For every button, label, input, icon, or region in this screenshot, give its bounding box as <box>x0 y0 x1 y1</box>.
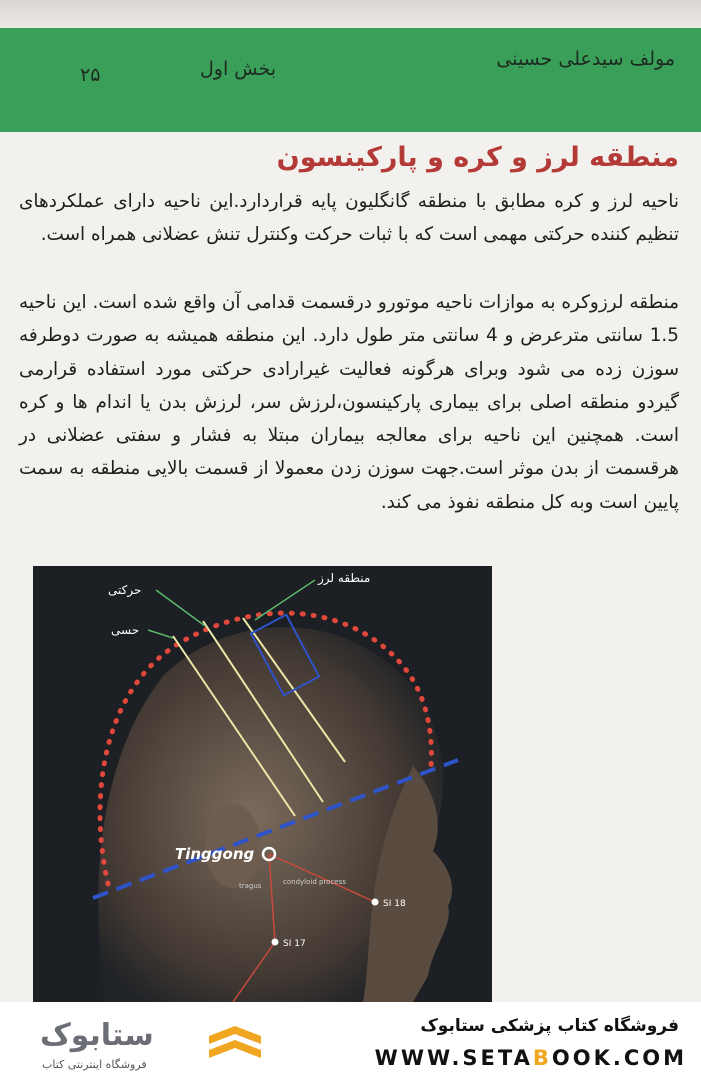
section-label: بخش اول <box>200 58 277 80</box>
label-si18: SI 18 <box>383 899 406 909</box>
label-condyloid: condyloid process <box>283 878 346 886</box>
page-top-edge <box>0 0 701 28</box>
leader-sensory <box>148 630 173 638</box>
url-suffix: OOK.COM <box>551 1046 687 1070</box>
label-sensory: حسی <box>111 623 140 637</box>
figure-svg <box>33 566 492 1002</box>
page-number: ۲۵ <box>80 64 101 86</box>
label-tinggong: Tinggong <box>175 845 255 863</box>
url-prefix: WWW.SETA <box>374 1046 533 1070</box>
url-highlight: B <box>532 1046 552 1070</box>
si18-point <box>372 899 379 906</box>
header-band <box>0 28 701 132</box>
setabook-logo: ستابوک <box>40 1018 154 1053</box>
author-label: مولف سیدعلی حسینی <box>496 48 675 70</box>
label-tragus: tragus <box>239 882 262 890</box>
paragraph-1: ناحیه لرز و کره مطابق با منطقه گانگلیون پایه قراردارد.این ناحیه دارای عملکردهای تنظیم کننده حرکتی مهمی است که با ثبات حرکت وکنترل تنش عضلانی همراه است. <box>19 191 679 246</box>
store-name: فروشگاه کتاب پزشکی ستابوک <box>420 1016 679 1036</box>
leader-motor <box>156 590 205 626</box>
section-title: منطقه لرز و کره و پارکینسون <box>276 142 679 173</box>
logo-subtitle: فروشگاه اینترنتی کتاب <box>42 1058 147 1071</box>
label-si17: SI 17 <box>283 939 306 949</box>
label-tremor: منطقه لرز <box>318 571 371 585</box>
label-motor: حرکتی <box>108 583 142 597</box>
setabook-logo-icon <box>205 1022 265 1066</box>
leader-tremor <box>255 580 315 620</box>
head-acupuncture-figure <box>33 566 492 1002</box>
paragraph-2: منطقه لرزوکره به موازات ناحیه موتورو درقسمت قدامی آن واقع شده است. این ناحیه 1.5 سانتی مترعرض و 4 سانتی متر طول دارد. این منطقه همیشه به صورت دوطرفه سوزن زده می شود وبرای هرگونه فعالیت غیرارادی حرکتی مورد استفاده قرارمی گیردو منطقه اصلی برای بیماری پارکینسون،لرزش سر، لرزش بدن یا اندام ها و کره است. همچنین این ناحیه برای معالجه بیماران مبتلا به فشار و سفتی عضلانی در هرقسمت از بدن موثر است.جهت سوزن زدن معمولا از قسمت بالایی منطقه به سمت پایین است وبه کل منطقه نفوذ می کند. <box>19 292 679 513</box>
si17-point <box>272 939 279 946</box>
store-url[interactable] <box>375 1046 687 1070</box>
